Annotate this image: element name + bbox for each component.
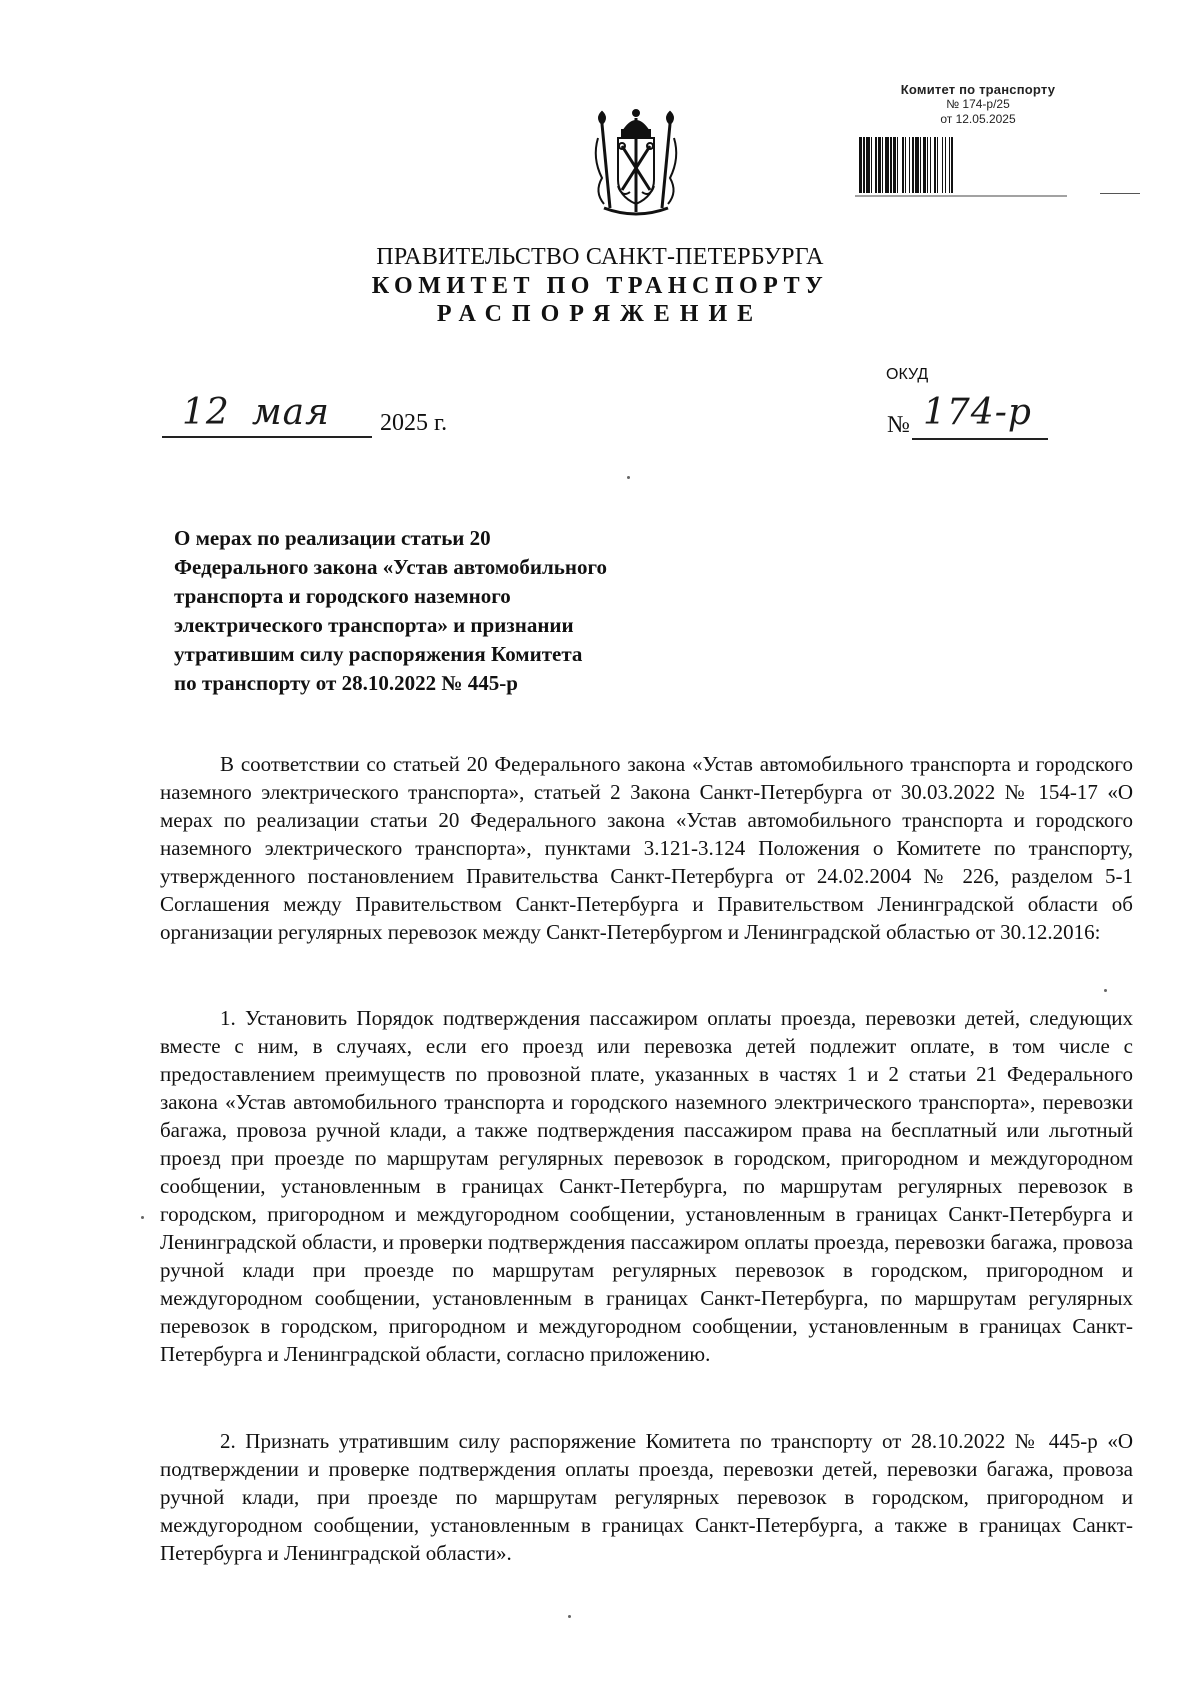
date-month: мая [251, 392, 330, 433]
handwritten-number: 174-р [923, 392, 1032, 433]
item-1-paragraph [160, 1004, 1133, 1368]
document-title [174, 524, 734, 698]
title-line: электрического транспорта» и признании [174, 613, 574, 637]
barcode-bar [951, 137, 953, 193]
barcode-bar [875, 137, 877, 193]
title-line: Федерального закона «Устав автомобильного [174, 555, 607, 579]
preamble-paragraph [160, 750, 1133, 946]
barcode-bar [866, 137, 870, 193]
barcode-bar [905, 137, 906, 193]
barcode-bar [927, 137, 928, 193]
document-type: РАСПОРЯЖЕНИЕ [436, 301, 764, 327]
title-line: О мерах по реализации статьи 20 [174, 526, 491, 550]
scan-speck [141, 1216, 144, 1219]
title-line: по транспорту от 28.10.2022 № 445-р [174, 671, 518, 695]
scan-speck [568, 1615, 571, 1618]
title-line: утратившим силу распоряжения Комитета [174, 642, 583, 666]
barcode-bar [915, 137, 919, 193]
handwritten-date [182, 392, 330, 433]
barcode-bar [878, 137, 881, 193]
coat-of-arms-icon [590, 108, 682, 220]
barcode-bar [949, 137, 950, 193]
stamp-date: от 12.05.2025 [940, 112, 1016, 126]
committee-title: КОМИТЕТ ПО ТРАНСПОРТУ [371, 273, 829, 299]
barcode-bar [882, 137, 883, 193]
barcode-bar [920, 137, 921, 193]
preamble-text: В соответствии со статьей 20 Федерального закона «Устав автомобильного транспорта и городского наземного электрического транспорта», статьей 2 Закона Санкт-Петербурга от 30.03.2022 № 154-17 «О мерах по реализации статьи 20 Федерального закона «Устав автомобильного транспорта и городского наземного электрического транспорта», пунктами 3.121-3.124 Положения о Комитете по транспорту, утвержденного постановлением Правительства Санкт-Петербурга от 24.02.2004 № 226, разделом 5-1 Соглашения между Правительством Санкт-Петербурга и Правительством Ленинградской области об организации регулярных перевозок между Санкт-Петербургом и Ленинградской областью от 30.12.2016: [160, 752, 1133, 944]
barcode-bar [902, 137, 904, 193]
barcode-bar [937, 137, 938, 193]
okud-label: ОКУД [886, 366, 929, 383]
barcode-bar [912, 137, 914, 193]
stamp-number: № 174-р/25 [946, 97, 1010, 111]
number-sign: № [887, 412, 910, 438]
number-underline [912, 438, 1048, 440]
barcode-bar [930, 137, 931, 193]
scan-speck [627, 476, 630, 479]
item-2-text: 2. Признать утратившим силу распоряжение Комитета по транспорту от 28.10.2022 № 445-р «О подтверждении и проверке подтверждения оплаты проезда, перевозки детей, перевозки багажа, провоза ручной клади, при проезде по маршрутам регулярных перевозок в городском, пригородном и междугородном сообщении, установленным в границах Санкт-Петербурга, а также в границах Санкт-Петербурга и Ленинградской области». [160, 1429, 1133, 1565]
barcode-bar [909, 137, 910, 193]
barcode-bar [897, 137, 898, 193]
barcode-bar [871, 137, 872, 193]
barcode-bar [863, 137, 865, 193]
barcode-bar [942, 137, 943, 193]
date-day: 12 [182, 392, 230, 433]
barcode-bar [890, 137, 892, 193]
scan-speck [1104, 989, 1107, 992]
barcode-icon [855, 135, 1067, 197]
barcode-bar [945, 137, 946, 193]
stray-mark [1100, 193, 1140, 194]
barcode-bar [859, 137, 862, 193]
item-1-text: 1. Установить Порядок подтверждения пассажиром оплаты проезда, перевозки детей, следующих вместе с ним, в случаях, если его проезд или перевозка детей подлежит оплате, в том числе с предоставлением преимуществ по провозной плате, указанных в частях 1 и 2 статьи 21 Федерального закона «Устав автомобильного транспорта и городского наземного электрического транспорта», перевозки багажа, провоза ручной клади, а также подтверждения пассажиром права на бесплатный или льготный проезд при проезде по маршрутам регулярных перевозок в городском, пригородном и междугородном сообщении, установленным в границах Санкт-Петербурга, по маршрутам регулярных перевозок в городском, пригородном и междугородном сообщении, установленным в границах Санкт-Петербурга и Ленинградской области, и проверки подтверждения пассажиром оплаты проезда, перевозки багажа, провоза ручной клади при проезде по маршрутам регулярных перевозок в городском, пригородном и междугородном сообщении, установленным в границах Санкт-Петербурга, по маршрутам регулярных перевозок в городском, пригородном и междугородном сообщении, установленным в границах Санкт-Петербурга и Ленинградской области, согласно приложению. [160, 1006, 1133, 1366]
stamp-committee: Комитет по транспорту [900, 82, 1056, 97]
barcode-bar [934, 137, 936, 193]
barcode-bar [893, 137, 896, 193]
date-underline [162, 436, 372, 438]
barcode-bar [885, 137, 889, 193]
registration-stamp [858, 82, 1098, 127]
title-line: транспорта и городского наземного [174, 584, 511, 608]
item-2-paragraph [160, 1427, 1133, 1567]
date-year: 2025 г. [380, 410, 448, 436]
barcode-bar [923, 137, 926, 193]
government-title: ПРАВИТЕЛЬСТВО САНКТ-ПЕТЕРБУРГА [376, 244, 824, 270]
